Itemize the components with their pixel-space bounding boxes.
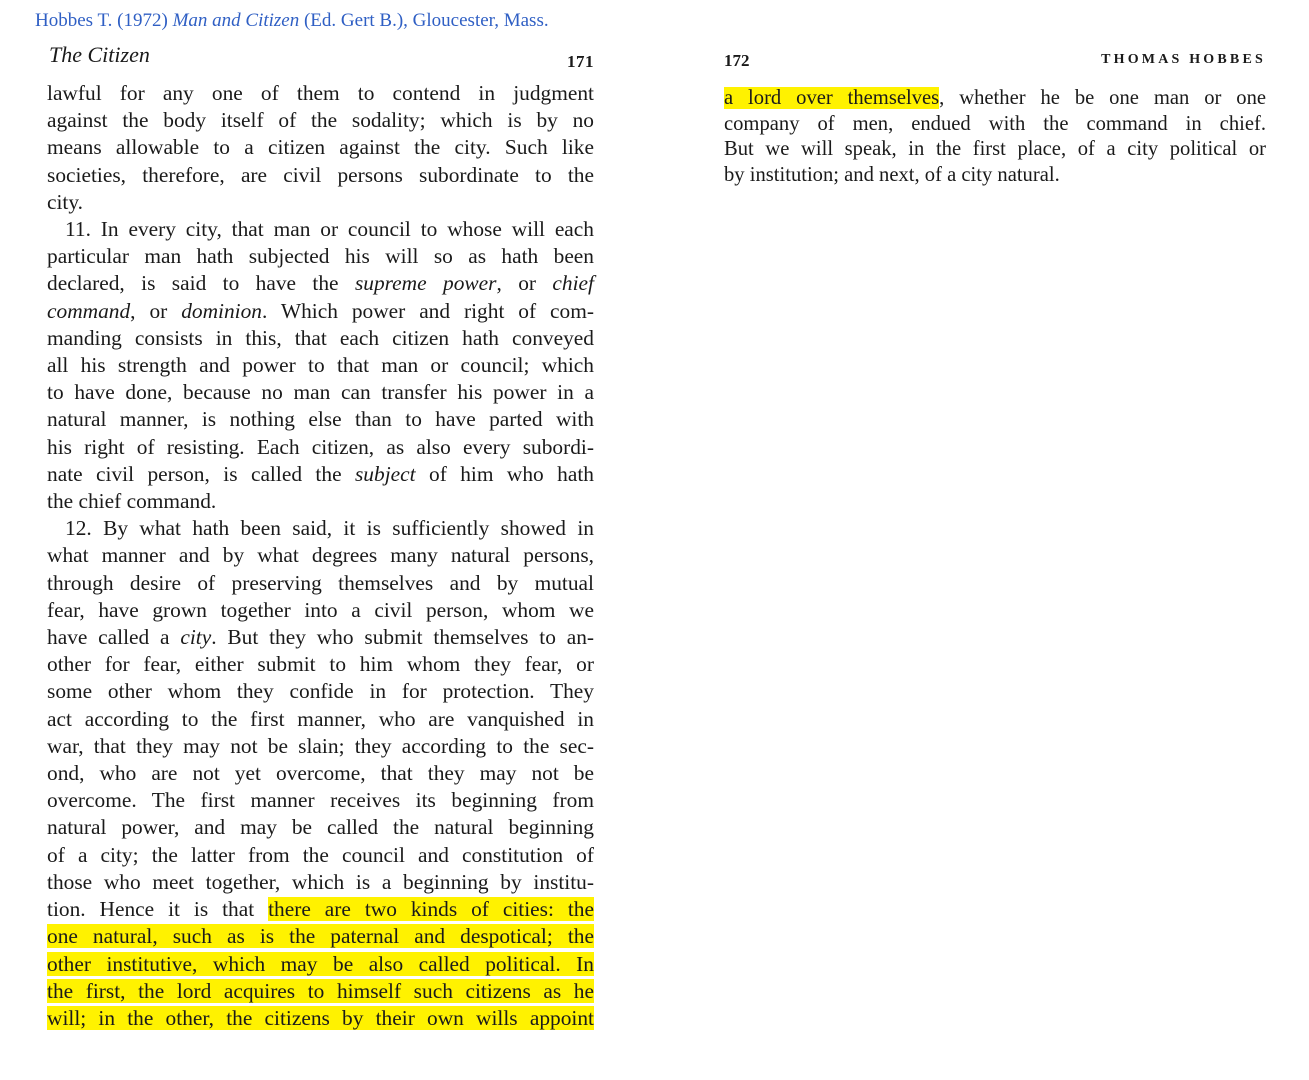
text-line: through desire of preserving themselves and by mutual [47, 570, 594, 595]
text-line: But we will speak, in the first place, of a city political or [724, 138, 1266, 161]
text-line: 12. By what hath been said, it is sufficiently showed in [65, 516, 594, 541]
text-line: natural power, and may be called the natural beginning [47, 815, 594, 840]
text-run: . Which power and right of com- [262, 298, 594, 323]
highlighted-line [47, 923, 594, 950]
text-run: have called a [47, 625, 181, 650]
running-author: THOMAS HOBBES [1101, 52, 1266, 67]
text-line [47, 461, 594, 488]
text-line [47, 896, 594, 923]
text-line [47, 624, 594, 651]
left-page-body [47, 80, 594, 1032]
text-line: particular man hath subjected his will so as hath been [47, 244, 594, 269]
term-subject: subject [354, 461, 416, 486]
text-line: overcome. The first manner receives its beginning from [47, 788, 594, 813]
text-line [47, 298, 594, 325]
text-line: by institution; and next, of a city natural. [724, 163, 1060, 186]
text-run: of him who hath [415, 461, 594, 486]
text-line: city. [47, 189, 84, 214]
text-line: means allowable to a citizen against the city. Such like [47, 135, 594, 160]
text-line: manding consists in this, that each citizen hath conveyed [47, 325, 594, 350]
highlighted-text: will; in the other, the citizens by their own wills appoint [47, 1005, 594, 1030]
text-line: lawful for any one of them to contend in judgment [47, 81, 594, 105]
citation-header [35, 10, 549, 32]
text-line: to have done, because no man can transfer his power in a [47, 380, 594, 405]
left-page [47, 40, 594, 1032]
citation-book-title: Man and Citizen [172, 10, 300, 31]
text-line: those who meet together, which is a beginning by institu- [47, 869, 594, 894]
text-line: of a city; the latter from the council and constitution of [47, 842, 594, 867]
text-run: , whether he be one man or one [939, 87, 1267, 109]
text-line: company of men, endued with the command in chief. [724, 112, 1266, 135]
right-page [724, 48, 1266, 188]
term-command: command [47, 298, 131, 323]
right-running-head [724, 48, 1266, 86]
text-line: 11. In every city, that man or council to whose will each [65, 217, 594, 242]
text-line: ond, who are not yet overcome, that they may not be [47, 761, 594, 786]
text-line: all his strength and power to that man or council; which [47, 353, 594, 378]
page-number-right: 172 [724, 51, 750, 70]
term-dominion: dominion [181, 298, 262, 323]
text-line: the chief command. [47, 489, 217, 514]
text-run: tion. Hence it is that [47, 897, 269, 922]
highlighted-text: other institutive, which may be also called political. In [47, 951, 594, 976]
term-chief: chief [552, 271, 594, 296]
page-number-left: 171 [567, 52, 594, 71]
text-run: , or [496, 271, 553, 296]
highlighted-text: one natural, such as is the paternal and despotical; the [47, 924, 594, 949]
text-line: against the body itself of the sodality; which is by no [47, 108, 594, 133]
right-page-body [724, 86, 1266, 188]
text-run: . But they who submit themselves to an- [211, 625, 595, 650]
left-running-head [47, 40, 594, 80]
text-line [724, 86, 1266, 112]
citation-suffix: (Ed. Gert B.), Gloucester, Mass. [299, 10, 549, 31]
text-line: natural manner, is nothing else than to have parted with [47, 407, 594, 432]
highlighted-line [47, 1005, 594, 1032]
highlighted-text: there are two kinds of cities: the [268, 897, 594, 922]
text-line: what manner and by what degrees many natural persons, [47, 543, 594, 568]
text-line [47, 270, 594, 297]
text-run: declared, is said to have the [47, 271, 355, 296]
running-title: The Citizen [49, 42, 150, 67]
highlighted-text: the first, the lord acquires to himself such citizens as he [47, 978, 594, 1003]
text-run: , or [130, 298, 182, 323]
text-run: nate civil person, is called the [47, 461, 355, 486]
text-line: his right of resisting. Each citizen, as also every subordi- [47, 434, 594, 459]
text-line: societies, therefore, are civil persons subordinate to the [47, 162, 594, 187]
term-supreme-power: supreme power [354, 271, 497, 296]
text-line: fear, have grown together into a civil person, whom we [47, 597, 594, 622]
text-line: some other whom they confide in for protection. They [47, 679, 594, 704]
term-city: city [180, 625, 212, 650]
highlighted-line [47, 978, 594, 1005]
citation-prefix: Hobbes T. (1972) [35, 10, 173, 31]
text-line: war, that they may not be slain; they according to the sec- [47, 733, 594, 758]
text-line: act according to the first manner, who are vanquished in [47, 706, 594, 731]
highlighted-line [47, 951, 594, 978]
text-line: other for fear, either submit to him whom they fear, or [47, 652, 594, 677]
highlighted-text: a lord over themselves [724, 87, 940, 109]
